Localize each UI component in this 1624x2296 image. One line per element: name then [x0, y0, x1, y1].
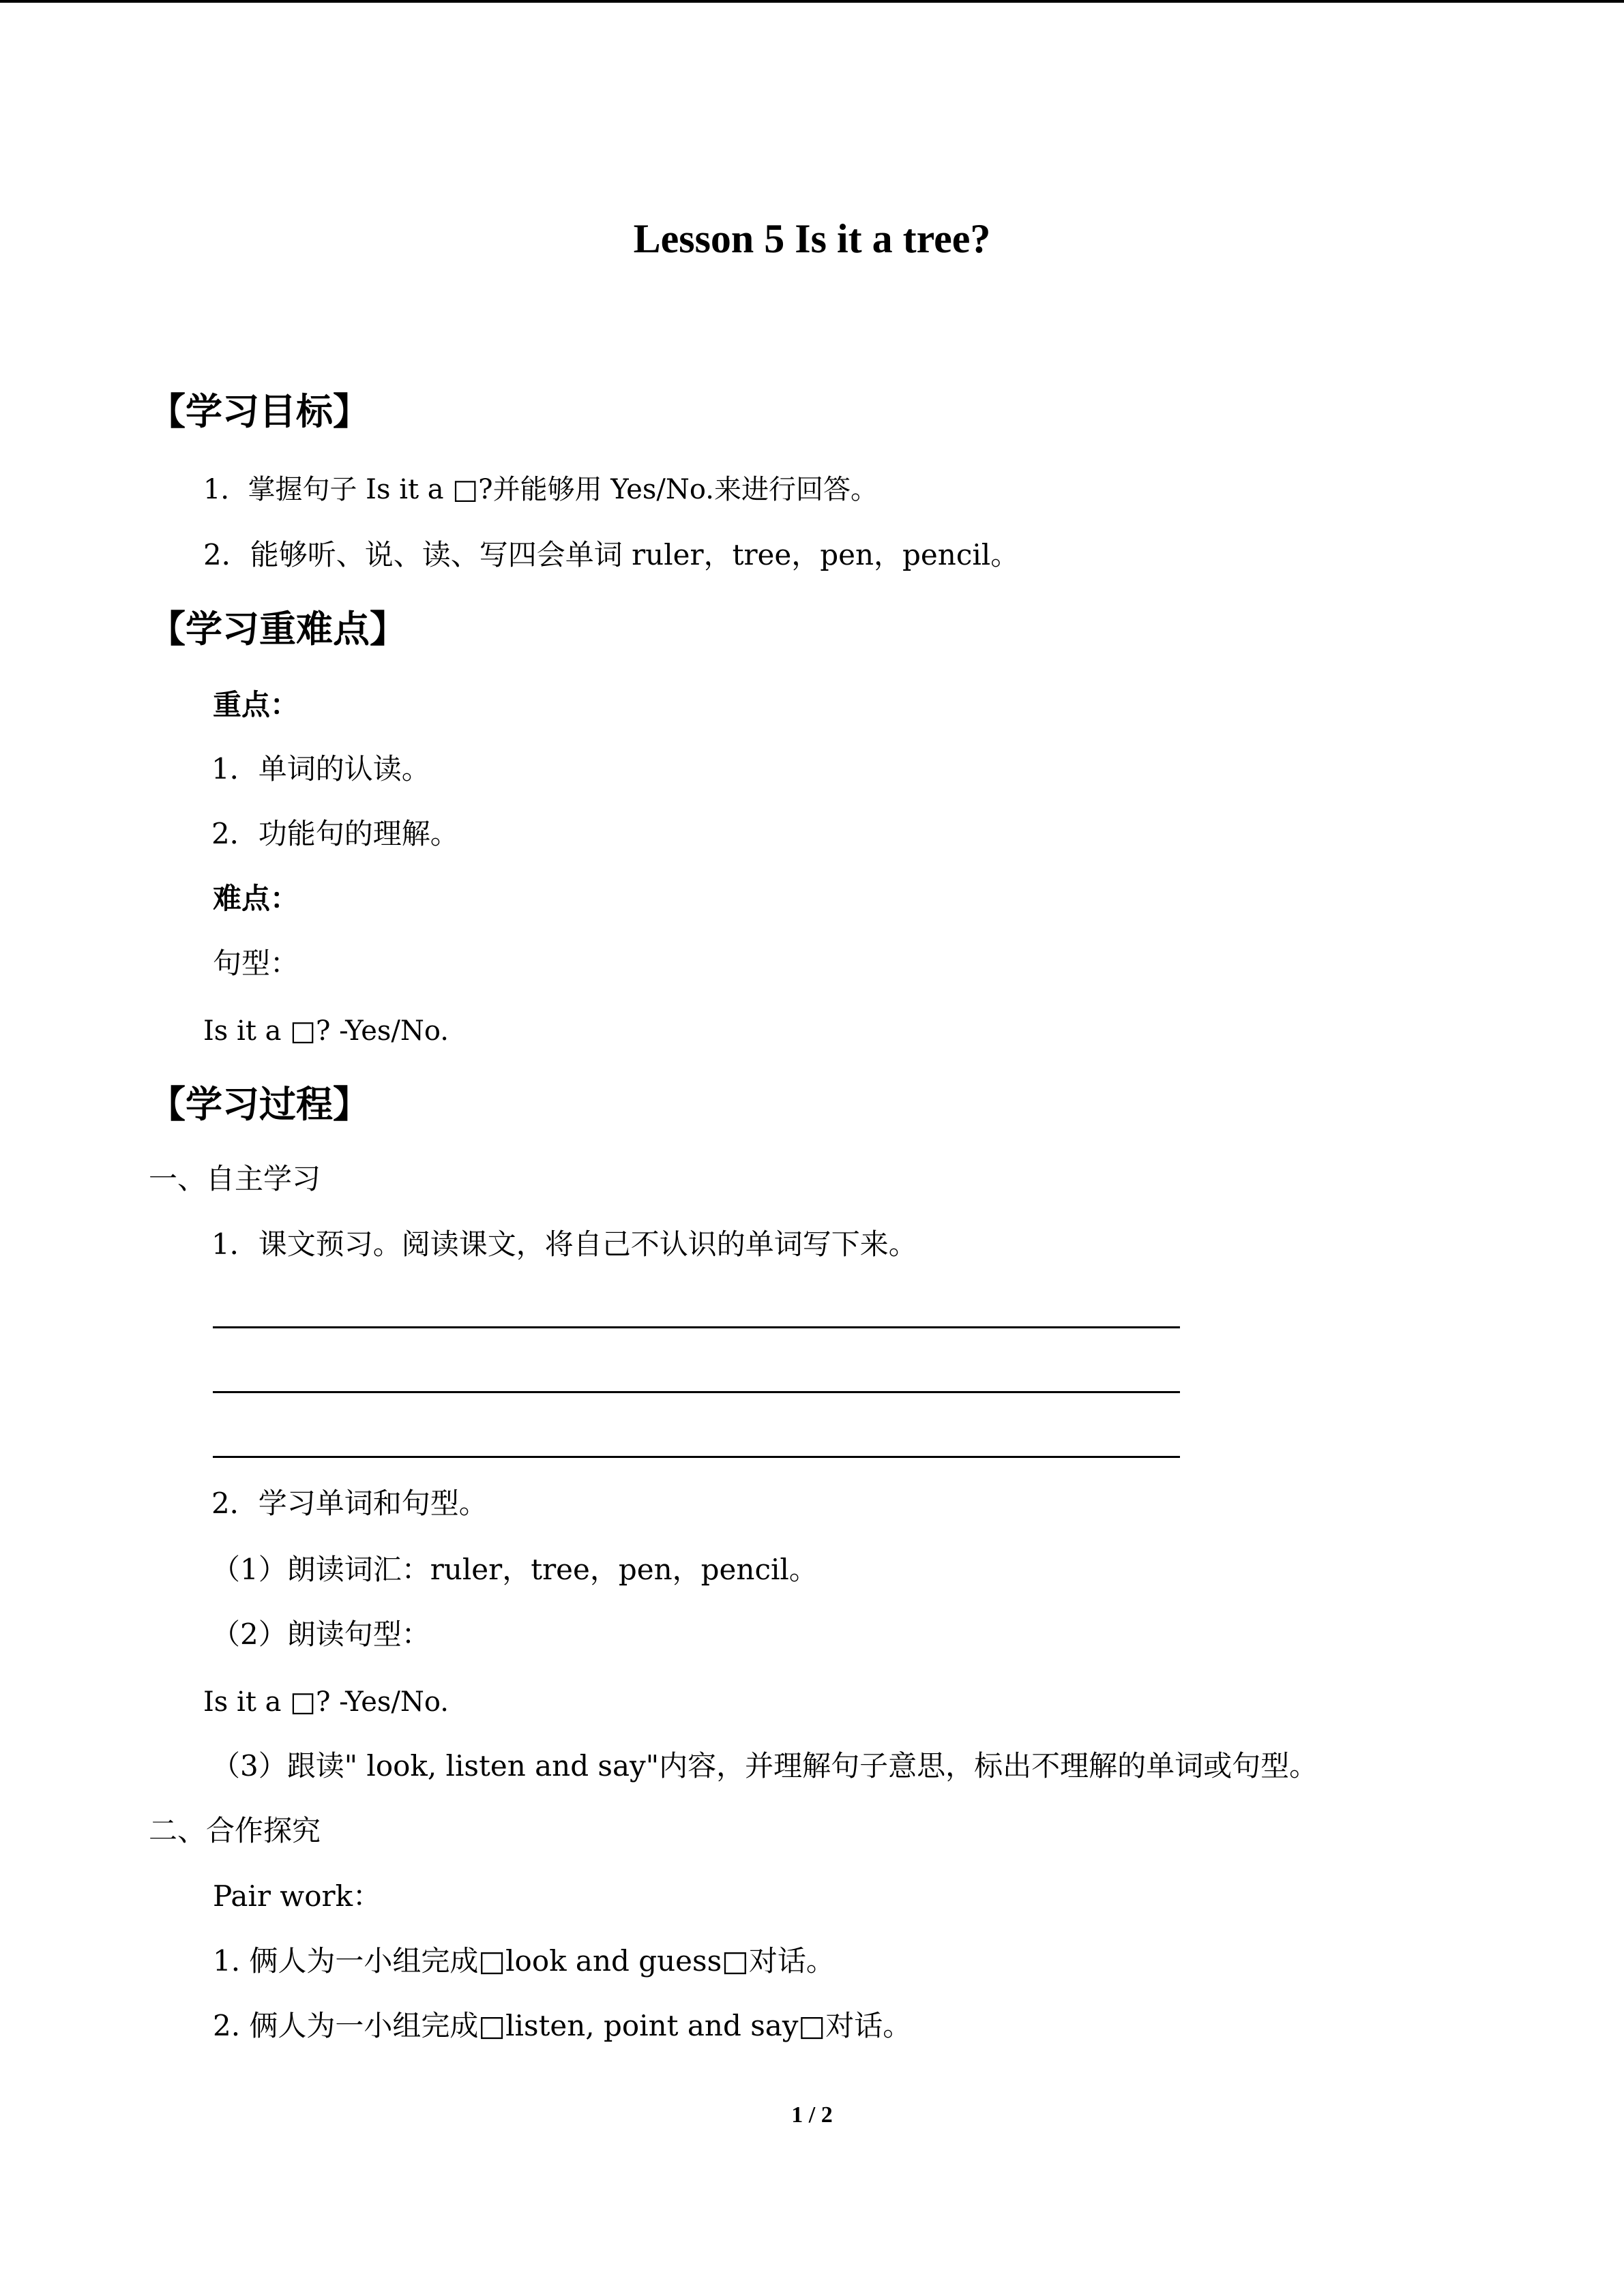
pair-work-item-2: 2. 俩人为一小组完成□listen, point and say□对话。 [213, 2009, 912, 2042]
part1-sub-1: （1）朗读词汇：ruler，tree，pen，pencil。 [211, 1553, 818, 1586]
part1-step-2: 2．学习单词和句型。 [211, 1487, 488, 1520]
part1-step-1: 1．课文预习。阅读课文，将自己不认识的单词写下来。 [211, 1227, 917, 1261]
pair-work-label: Pair work： [213, 1879, 382, 1913]
objective-item-1: 1．掌握句子 Is it a □?并能够用 Yes/No.来进行回答。 [203, 474, 879, 505]
answer-line-3[interactable] [213, 1456, 1180, 1458]
part1-sub-2-pattern: Is it a □? -Yes/No. [203, 1686, 449, 1718]
answer-line-2[interactable] [213, 1391, 1180, 1393]
key-point-item-1: 1．单词的认读。 [211, 752, 430, 786]
key-point-item-2: 2．功能句的理解。 [211, 817, 459, 850]
difficulty-label: 难点： [213, 882, 299, 915]
pair-work-item-1: 1. 俩人为一小组完成□look and guess□对话。 [213, 1944, 835, 1978]
section-heading-process: 【学习过程】 [149, 1083, 370, 1126]
part1-title: 一、自主学习 [149, 1162, 321, 1195]
objective-item-2: 2．能够听、说、读、写四会单词 ruler，tree，pen，pencil。 [203, 538, 1020, 571]
page-number: 1 / 2 [791, 2102, 833, 2128]
answer-line-1[interactable] [213, 1326, 1180, 1328]
part2-title: 二、合作探究 [149, 1814, 321, 1847]
section-heading-objectives: 【学习目标】 [149, 390, 370, 433]
key-points-label: 重点： [213, 688, 299, 721]
part1-sub-2: （2）朗读句型： [211, 1617, 430, 1651]
pattern-label: 句型： [213, 946, 299, 980]
pattern-sentence: Is it a □? -Yes/No. [203, 1015, 449, 1047]
page-title: Lesson 5 Is it a tree? [633, 216, 991, 261]
section-heading-key-points: 【学习重难点】 [149, 608, 407, 651]
part1-sub-3: （3）跟读" look, listen and say"内容，并理解句子意思，标出不理解的单词或句型。 [211, 1749, 1318, 1783]
